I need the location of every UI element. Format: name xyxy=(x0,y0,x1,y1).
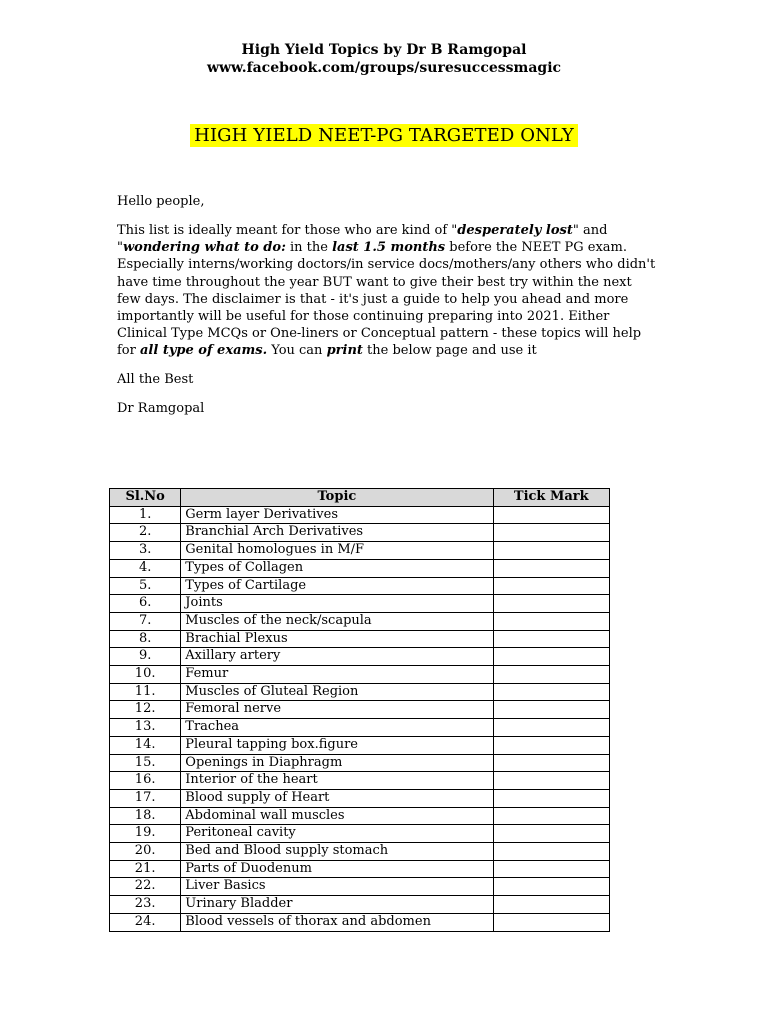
cell-slno: 21. xyxy=(110,860,181,878)
table-row xyxy=(110,666,610,684)
intro-text: before the NEET PG exam. Especially interns/working doctors/in service docs/mothers/any others who didn't have time throughout the year BUT want to give their best try within the next few days. The disclaimer is that - it's just a guide to help you ahead and more importantly will be useful for those continuing preparing into 2021. Either Clinical Type MCQs or One-liners or Conceptual pattern - these topics will help for xyxy=(117,240,656,359)
table-row xyxy=(110,701,610,719)
cell-topic: Joints xyxy=(181,595,493,613)
table-row xyxy=(110,807,610,825)
topics-table xyxy=(109,488,610,932)
cell-tick-mark xyxy=(493,595,609,613)
cell-topic: Genital homologues in M/F xyxy=(181,542,493,560)
table-body xyxy=(110,506,610,931)
cell-topic: Branchial Arch Derivatives xyxy=(181,524,493,542)
cell-topic: Femur xyxy=(181,666,493,684)
table-row xyxy=(110,860,610,878)
table-header-row xyxy=(110,489,610,507)
intro-paragraph xyxy=(117,222,657,360)
col-header-slno: Sl.No xyxy=(110,489,181,507)
cell-tick-mark xyxy=(493,612,609,630)
cell-tick-mark xyxy=(493,736,609,754)
cell-topic: Liver Basics xyxy=(181,878,493,896)
cell-tick-mark xyxy=(493,772,609,790)
intro-text: in the xyxy=(285,240,333,256)
cell-tick-mark xyxy=(493,807,609,825)
table-row xyxy=(110,577,610,595)
cell-tick-mark xyxy=(493,648,609,666)
cell-topic: Types of Collagen xyxy=(181,559,493,577)
cell-slno: 5. xyxy=(110,577,181,595)
cell-tick-mark xyxy=(493,506,609,524)
cell-slno: 1. xyxy=(110,506,181,524)
cell-topic: Germ layer Derivatives xyxy=(181,506,493,524)
title-wrap xyxy=(0,124,768,147)
cell-slno: 16. xyxy=(110,772,181,790)
cell-slno: 14. xyxy=(110,736,181,754)
cell-slno: 12. xyxy=(110,701,181,719)
cell-slno: 23. xyxy=(110,896,181,914)
doc-header-author: High Yield Topics by Dr B Ramgopal xyxy=(241,42,527,58)
cell-tick-mark xyxy=(493,577,609,595)
emphasis-print: print xyxy=(326,343,363,359)
cell-slno: 19. xyxy=(110,825,181,843)
cell-tick-mark xyxy=(493,524,609,542)
intro-text: " and " xyxy=(117,223,608,256)
cell-topic: Openings in Diaphragm xyxy=(181,754,493,772)
cell-slno: 13. xyxy=(110,719,181,737)
cell-slno: 15. xyxy=(110,754,181,772)
cell-tick-mark xyxy=(493,789,609,807)
col-header-tick: Tick Mark xyxy=(493,489,609,507)
table-row xyxy=(110,772,610,790)
table-row xyxy=(110,878,610,896)
cell-tick-mark xyxy=(493,754,609,772)
cell-tick-mark xyxy=(493,542,609,560)
table-row xyxy=(110,648,610,666)
cell-tick-mark xyxy=(493,860,609,878)
col-header-topic: Topic xyxy=(181,489,493,507)
greeting: Hello people, xyxy=(117,194,205,209)
cell-slno: 17. xyxy=(110,789,181,807)
cell-tick-mark xyxy=(493,683,609,701)
cell-slno: 8. xyxy=(110,630,181,648)
cell-slno: 7. xyxy=(110,612,181,630)
cell-slno: 20. xyxy=(110,843,181,861)
signature: Dr Ramgopal xyxy=(117,401,205,416)
cell-topic: Femoral nerve xyxy=(181,701,493,719)
table-row xyxy=(110,843,610,861)
cell-tick-mark xyxy=(493,878,609,896)
doc-title: HIGH YIELD NEET-PG TARGETED ONLY xyxy=(190,124,578,147)
cell-topic: Bed and Blood supply stomach xyxy=(181,843,493,861)
intro-text: This list is ideally meant for those who are kind of " xyxy=(117,223,458,238)
cell-topic: Peritoneal cavity xyxy=(181,825,493,843)
cell-slno: 10. xyxy=(110,666,181,684)
emphasis-desperately-lost: desperately lost xyxy=(457,223,573,238)
cell-slno: 24. xyxy=(110,913,181,931)
cell-topic: Parts of Duodenum xyxy=(181,860,493,878)
cell-tick-mark xyxy=(493,719,609,737)
cell-topic: Brachial Plexus xyxy=(181,630,493,648)
table-row xyxy=(110,559,610,577)
cell-topic: Trachea xyxy=(181,719,493,737)
table-row xyxy=(110,506,610,524)
cell-tick-mark xyxy=(493,559,609,577)
table-row xyxy=(110,612,610,630)
table-row xyxy=(110,683,610,701)
cell-slno: 6. xyxy=(110,595,181,613)
table-row xyxy=(110,736,610,754)
cell-topic: Pleural tapping box.figure xyxy=(181,736,493,754)
emphasis-all-exams: all type of exams. xyxy=(140,343,268,359)
emphasis-wondering: wondering what to do: xyxy=(122,240,286,256)
cell-tick-mark xyxy=(493,701,609,719)
table-row xyxy=(110,719,610,737)
cell-topic: Abdominal wall muscles xyxy=(181,807,493,825)
table-row xyxy=(110,595,610,613)
table-row xyxy=(110,630,610,648)
emphasis-last-months: last 1.5 months xyxy=(332,240,446,256)
cell-tick-mark xyxy=(493,896,609,914)
cell-topic: Urinary Bladder xyxy=(181,896,493,914)
cell-slno: 22. xyxy=(110,878,181,896)
cell-tick-mark xyxy=(493,913,609,931)
cell-slno: 9. xyxy=(110,648,181,666)
cell-topic: Blood supply of Heart xyxy=(181,789,493,807)
cell-topic: Blood vessels of thorax and abdomen xyxy=(181,913,493,931)
intro-text: the below page and use it xyxy=(362,343,537,359)
cell-tick-mark xyxy=(493,843,609,861)
cell-topic: Muscles of Gluteal Region xyxy=(181,683,493,701)
closing-text: All the Best xyxy=(117,372,194,387)
cell-slno: 2. xyxy=(110,524,181,542)
table-row xyxy=(110,524,610,542)
cell-tick-mark xyxy=(493,825,609,843)
table-row xyxy=(110,754,610,772)
cell-slno: 4. xyxy=(110,559,181,577)
table-row xyxy=(110,825,610,843)
cell-topic: Interior of the heart xyxy=(181,772,493,790)
cell-tick-mark xyxy=(493,666,609,684)
table-row xyxy=(110,896,610,914)
cell-slno: 11. xyxy=(110,683,181,701)
table-row xyxy=(110,789,610,807)
doc-header-url: www.facebook.com/groups/suresuccessmagic xyxy=(206,60,562,76)
intro-text: You can xyxy=(267,343,327,359)
cell-slno: 3. xyxy=(110,542,181,560)
cell-slno: 18. xyxy=(110,807,181,825)
cell-topic: Types of Cartilage xyxy=(181,577,493,595)
cell-tick-mark xyxy=(493,630,609,648)
table-row xyxy=(110,913,610,931)
table-row xyxy=(110,542,610,560)
cell-topic: Muscles of the neck/scapula xyxy=(181,612,493,630)
cell-topic: Axillary artery xyxy=(181,648,493,666)
